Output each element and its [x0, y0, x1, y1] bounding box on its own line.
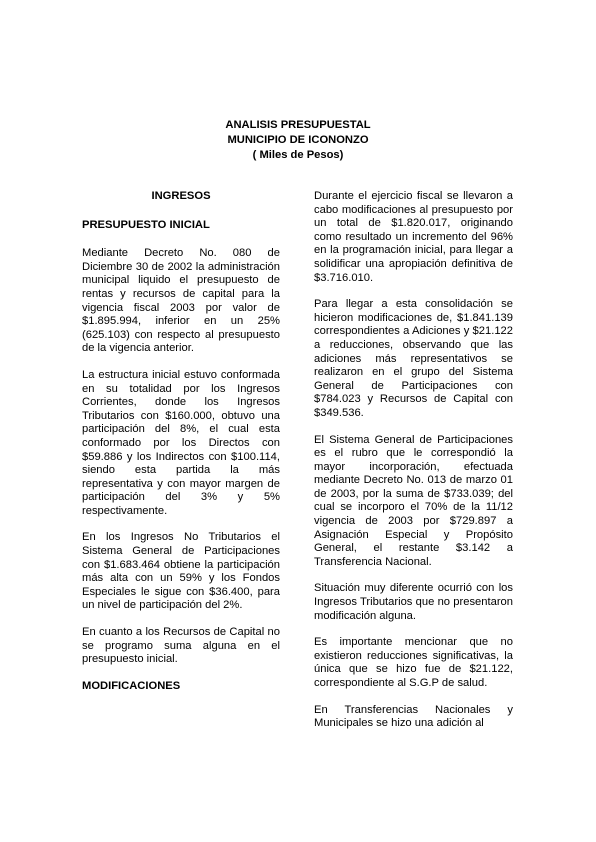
paragraph: Es importante mencionar que no existieron reducciones significativas, la única que se hizo fue de $21.122, correspondiente al S.G.P de salud.: [314, 636, 513, 689]
municipality-title: MUNICIPIO DE ICONONZO: [227, 134, 369, 146]
units-subtitle: ( Miles de Pesos): [252, 149, 344, 161]
document-header: [0, 118, 596, 163]
paragraph: Para llegar a esta consolidación se hicieron modificaciones de, $1.841.139 correspondientes a Adiciones y $21.122 a reducciones, observando que las adiciones más representativos se realizaron en el grupo del Sistema General de Participaciones con $784.023 y Recursos de Capital con $349.536.: [314, 298, 513, 419]
right-column: [314, 190, 513, 744]
heading-ingresos: INGRESOS: [151, 190, 211, 202]
paragraph: En cuanto a los Recursos de Capital no se programo suma alguna en el presupuesto inicial.: [82, 626, 280, 666]
paragraph: Situación muy diferente ocurrió con los Ingresos Tributarios que no presentaron modificación alguna.: [314, 582, 513, 622]
heading-modificaciones: MODIFICACIONES: [82, 679, 181, 692]
paragraph: Durante el ejercicio fiscal se llevaron a cabo modificaciones al presupuesto por un total de $1.820.017, originando como resultado un incremento del 96% en la programación inicial, para llegar a solidificar una apropiación definitiva de $3.716.010.: [314, 190, 513, 284]
paragraph: Mediante Decreto No. 080 de Diciembre 30 de 2002 la administración municipal liquido el presupuesto de rentas y recursos de capital para la vigencia fiscal 2003 por valor de $1.895.994, inferior en un 25% (625.103) con respecto al presupuesto de la vigencia anterior.: [82, 247, 280, 355]
paragraph: En Transferencias Nacionales y Municipales se hizo una adición al: [314, 703, 513, 730]
paragraph: En los Ingresos No Tributarios el Sistema General de Participaciones con $1.683.464 obtiene la participación más alta con un 59% y los Fondos Especiales le sigue con $36.400, para un nivel de participación del 2%.: [82, 531, 280, 612]
left-column: [82, 190, 280, 708]
document-title: ANALISIS PRESUPUESTAL: [225, 119, 371, 131]
paragraph: El Sistema General de Participaciones es el rubro que le correspondió la mayor incorporación, efectuada mediante Decreto No. 013 de marzo 01 de 2003, por la suma de $733.039; del cual se incorporo el 70% de la 11/12 vigencia de 2003 por $729.897 a Asignación Especial y Propósito General, el restante $3.142 a Transferencia Nacional.: [314, 433, 513, 568]
paragraph: La estructura inicial estuvo conformada en su totalidad por los Ingresos Corrientes, donde los Ingresos Tributarios con $160.000, obtuvo una participación del 8%, el cual esta conformado por los Directos con $59.886 y los Indirectos con $100.114, siendo esta partida la más representativa y con mayor margen de participación del 3% y 5% respectivamente.: [82, 368, 280, 517]
heading-presupuesto-inicial: PRESUPUESTO INICIAL: [82, 218, 210, 231]
